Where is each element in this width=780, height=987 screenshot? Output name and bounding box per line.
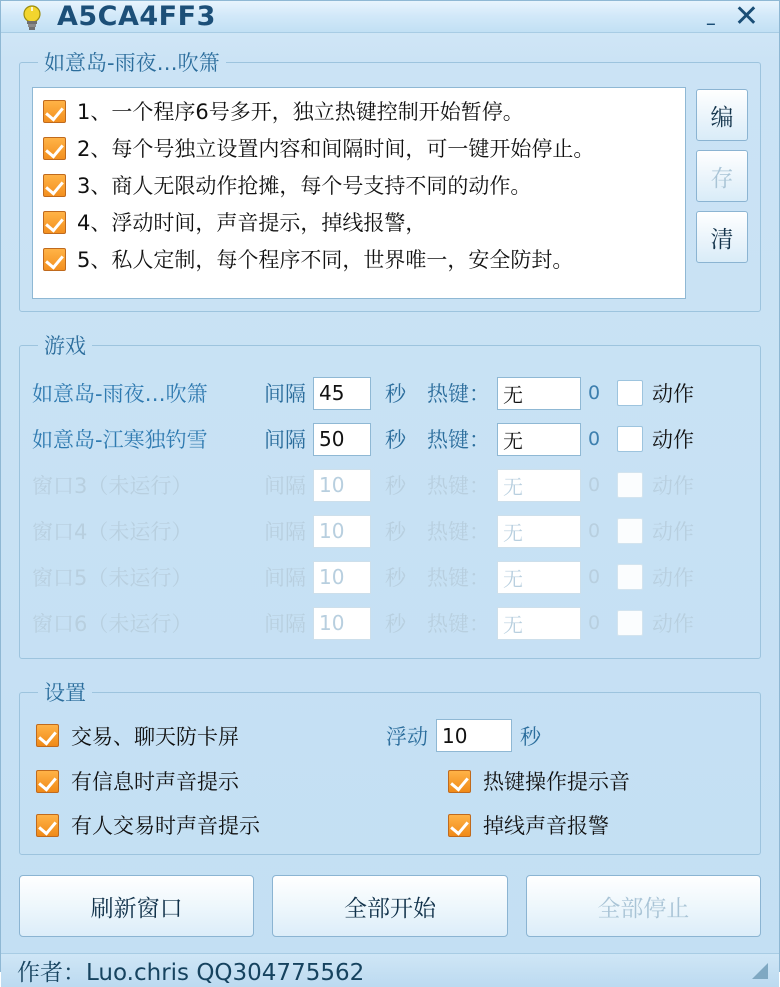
action-toggle xyxy=(617,608,694,638)
checkbox-icon[interactable] xyxy=(43,211,66,234)
checkbox-icon[interactable] xyxy=(36,770,59,793)
hotkey-label: 热键： xyxy=(427,382,490,406)
feature-list-group xyxy=(19,47,761,312)
interval-input xyxy=(313,469,371,502)
settings-legend: 设置 xyxy=(44,681,86,705)
hotkey-count: 0 xyxy=(587,382,601,404)
checkbox-icon xyxy=(617,472,643,498)
action-label: 动作 xyxy=(652,382,694,406)
checkbox-icon xyxy=(617,518,643,544)
list-item[interactable] xyxy=(43,207,675,237)
games-group xyxy=(19,330,761,659)
message-sound-label: 有信息时声音提示 xyxy=(71,770,239,794)
status-text: 作者：Luo.chris QQ304775562 xyxy=(17,960,365,986)
list-item-label: 4、浮动时间，声音提示，掉线报警， xyxy=(77,211,427,235)
action-toggle[interactable] xyxy=(617,424,694,454)
game-row xyxy=(32,416,748,462)
hotkey-label: 热键： xyxy=(427,474,490,498)
action-label: 动作 xyxy=(652,428,694,452)
close-button[interactable]: ✕ xyxy=(733,0,759,34)
settings-grid xyxy=(32,717,748,842)
interval-input xyxy=(313,515,371,548)
second-label: 秒 xyxy=(385,428,406,452)
interval-input[interactable] xyxy=(313,423,371,456)
anti-freeze-label: 交易、聊天防卡屏 xyxy=(71,724,239,749)
hotkey-count: 0 xyxy=(587,612,601,634)
interval-input[interactable] xyxy=(313,377,371,410)
checkbox-icon[interactable] xyxy=(448,770,471,793)
action-label: 动作 xyxy=(652,612,694,636)
second-label: 秒 xyxy=(385,474,406,498)
second-label: 秒 xyxy=(385,566,406,590)
game-row xyxy=(32,462,748,508)
stop-all-button[interactable]: 全部停止 xyxy=(526,875,761,937)
interval-label: 间隔 xyxy=(264,612,306,636)
checkbox-icon[interactable] xyxy=(448,814,471,837)
interval-label: 间隔 xyxy=(264,428,306,452)
hotkey-label: 热键： xyxy=(427,566,490,590)
game-name: 窗口4（未运行） xyxy=(32,520,193,544)
list-item-label: 5、私人定制，每个程序不同，世界唯一，安全防封。 xyxy=(77,248,574,272)
list-item-label: 3、商人无限动作抢摊，每个号支持不同的动作。 xyxy=(77,174,532,198)
game-name: 窗口3（未运行） xyxy=(32,474,193,498)
list-item-label: 2、每个号独立设置内容和间隔时间，可一键开始停止。 xyxy=(77,137,595,161)
float-unit-label: 秒 xyxy=(520,724,541,749)
hotkey-input xyxy=(497,607,581,640)
action-label: 动作 xyxy=(652,566,694,590)
hotkey-input xyxy=(497,469,581,502)
second-label: 秒 xyxy=(385,382,406,406)
checkbox-icon xyxy=(617,564,643,590)
list-item[interactable] xyxy=(43,96,675,126)
feature-list-row xyxy=(32,87,748,299)
hotkey-count: 0 xyxy=(587,428,601,450)
action-toggle[interactable] xyxy=(617,378,694,408)
checkbox-icon[interactable] xyxy=(617,380,643,406)
action-label: 动作 xyxy=(652,474,694,498)
title-bar xyxy=(1,1,779,33)
hotkey-count: 0 xyxy=(587,566,601,588)
settings-group xyxy=(19,677,761,855)
checkbox-icon[interactable] xyxy=(43,248,66,271)
clear-button[interactable]: 清 xyxy=(696,211,748,263)
game-row xyxy=(32,554,748,600)
message-sound-checkbox[interactable] xyxy=(36,766,386,796)
game-row xyxy=(32,508,748,554)
interval-label: 间隔 xyxy=(264,566,306,590)
interval-label: 间隔 xyxy=(264,520,306,544)
game-row xyxy=(32,600,748,646)
hotkey-count: 0 xyxy=(587,520,601,542)
offline-alarm-label: 掉线声音报警 xyxy=(483,814,609,838)
hotkey-input xyxy=(497,561,581,594)
games-legend: 游戏 xyxy=(44,334,86,358)
resize-grip-icon[interactable] xyxy=(751,962,769,980)
list-item[interactable] xyxy=(43,170,675,200)
trade-sound-checkbox[interactable] xyxy=(36,810,386,840)
action-toggle xyxy=(617,516,694,546)
list-item[interactable] xyxy=(43,244,675,274)
checkbox-icon[interactable] xyxy=(43,100,66,123)
bulb-icon xyxy=(17,2,47,32)
interval-label: 间隔 xyxy=(264,474,306,498)
checkbox-icon xyxy=(617,610,643,636)
float-label: 浮动 xyxy=(386,724,428,749)
trade-sound-label: 有人交易时声音提示 xyxy=(71,814,260,838)
hotkey-count: 0 xyxy=(587,474,601,496)
main-content xyxy=(1,33,779,953)
hotkey-label: 热键： xyxy=(427,612,490,636)
game-name: 窗口6（未运行） xyxy=(32,612,193,636)
anti-freeze-checkbox[interactable] xyxy=(36,721,386,751)
list-side-buttons xyxy=(696,87,748,263)
checkbox-icon[interactable] xyxy=(36,814,59,837)
game-row xyxy=(32,370,748,416)
edit-button[interactable]: 编 xyxy=(696,89,748,141)
feature-list-legend: 如意岛-雨夜…吹箫 xyxy=(44,51,220,75)
start-all-button[interactable]: 全部开始 xyxy=(272,875,507,937)
action-toggle xyxy=(617,470,694,500)
hotkey-input xyxy=(497,515,581,548)
checkbox-icon[interactable] xyxy=(36,724,59,747)
hotkey-sound-checkbox[interactable] xyxy=(386,766,748,796)
interval-label: 间隔 xyxy=(264,382,306,406)
status-bar xyxy=(1,953,779,987)
list-item[interactable] xyxy=(43,133,675,163)
offline-alarm-checkbox[interactable] xyxy=(386,810,748,840)
hotkey-input[interactable] xyxy=(497,377,581,410)
window-title: A5CA4FF3 xyxy=(57,1,216,32)
hotkey-label: 热键： xyxy=(427,520,490,544)
action-label: 动作 xyxy=(652,520,694,544)
hotkey-input[interactable] xyxy=(497,423,581,456)
window-controls xyxy=(705,0,765,35)
game-name[interactable]: 如意岛-江寒独钓雪 xyxy=(32,428,208,452)
game-name[interactable]: 如意岛-雨夜…吹箫 xyxy=(32,382,208,406)
second-label: 秒 xyxy=(385,612,406,636)
save-button[interactable]: 存 xyxy=(696,150,748,202)
hotkey-sound-label: 热键操作提示音 xyxy=(483,770,630,794)
action-toggle xyxy=(617,562,694,592)
game-name: 窗口5（未运行） xyxy=(32,566,193,590)
refresh-windows-button[interactable]: 刷新窗口 xyxy=(19,875,254,937)
feature-list-box[interactable] xyxy=(32,87,686,299)
second-label: 秒 xyxy=(385,520,406,544)
checkbox-icon[interactable] xyxy=(43,137,66,160)
action-button-row xyxy=(19,873,761,953)
hotkey-label: 热键： xyxy=(427,428,490,452)
float-input[interactable] xyxy=(436,719,512,752)
list-item-label: 1、一个程序6号多开，独立热键控制开始暂停。 xyxy=(77,100,524,124)
checkbox-icon[interactable] xyxy=(43,174,66,197)
interval-input xyxy=(313,561,371,594)
checkbox-icon[interactable] xyxy=(617,426,643,452)
float-time-field xyxy=(386,719,748,752)
interval-input xyxy=(313,607,371,640)
minimize-button[interactable]: – xyxy=(705,10,716,35)
